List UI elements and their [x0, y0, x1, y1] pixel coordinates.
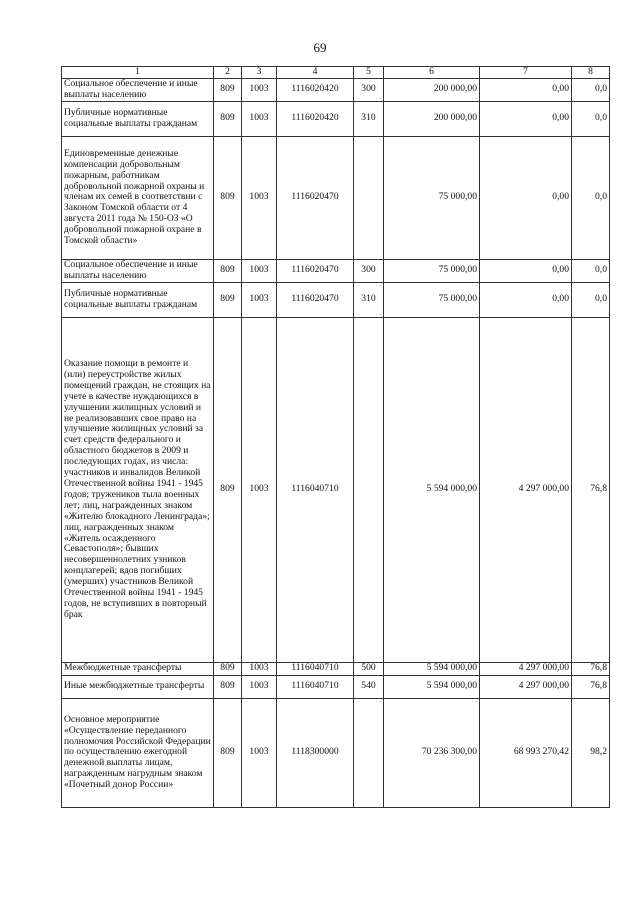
cell-col7: 0,00: [480, 101, 572, 136]
cell-col7: 4 297 000,00: [480, 317, 572, 662]
cell-col6: 5 594 000,00: [384, 317, 480, 662]
cell-col8: 76,8: [572, 317, 610, 662]
cell-col5: [354, 317, 384, 662]
cell-col5: 300: [354, 78, 384, 101]
cell-col3: 1003: [242, 136, 277, 259]
cell-col6: 200 000,00: [384, 101, 480, 136]
cell-col3: 1003: [242, 101, 277, 136]
cell-col8: 98,2: [572, 698, 610, 807]
cell-col8: 76,8: [572, 662, 610, 675]
cell-col7: 4 297 000,00: [480, 675, 572, 698]
cell-col2: 809: [214, 78, 242, 101]
table-row: [62, 78, 610, 101]
cell-col3: 1003: [242, 259, 277, 282]
table-body: [62, 78, 610, 807]
row-name: Публичные нормативные социальные выплаты гражданам: [62, 282, 214, 317]
header-cell-2: 2: [214, 67, 242, 79]
row-name: Публичные нормативные социальные выплаты гражданам: [62, 101, 214, 136]
row-name: Единовременные денежные компенсации добровольным пожарным, работникам добровольной пожарной охраны и членам их семей в соответствии с Законом Томской области от 4 августа 2011 года № 150-ОЗ «О добровольной пожарной охране в Томской области»: [62, 136, 214, 259]
cell-col4: 1116020420: [277, 78, 354, 101]
cell-col8: 0,0: [572, 282, 610, 317]
cell-col8: 0,0: [572, 259, 610, 282]
cell-col7: 0,00: [480, 136, 572, 259]
row-name: Оказание помощи в ремонте и (или) переустройстве жилых помещений граждан, не стоящих на учете в качестве нуждающихся в улучшении жилищных условий и не реализовавших свое право на улучшение жилищных условий за счет средств федерального и областного бюджетов в 2009 и последующих годах, из числа: участников и инвалидов Великой Отечественной войны 1941 - 1945 годов; тружеников тыла военных лет; лиц, награжденных знаком «Жителю блокадного Ленинграда»; лиц, награжденных знаком «Житель осажденного Севастополя»; бывших несовершеннолетних узников концлагерей; вдов погибших (умерших) участников Великой Отечественной войны 1941 - 1945 годов, не вступивших в повторный брак: [62, 317, 214, 662]
cell-col7: 4 297 000,00: [480, 662, 572, 675]
cell-col2: 809: [214, 136, 242, 259]
cell-col5: [354, 136, 384, 259]
row-name: Иные межбюджетные трансферты: [62, 675, 214, 698]
cell-col2: 809: [214, 317, 242, 662]
cell-col4: 1116020420: [277, 101, 354, 136]
cell-col2: 809: [214, 259, 242, 282]
budget-table: [61, 66, 610, 808]
cell-col3: 1003: [242, 78, 277, 101]
header-cell-7: 7: [480, 67, 572, 79]
row-name: Социальное обеспечение и иные выплаты населению: [62, 78, 214, 101]
cell-col5: 540: [354, 675, 384, 698]
cell-col5: 310: [354, 101, 384, 136]
cell-col4: 1116020470: [277, 259, 354, 282]
header-cell-4: 4: [277, 67, 354, 79]
cell-col4: 1118300000: [277, 698, 354, 807]
header-cell-6: 6: [384, 67, 480, 79]
cell-col3: 1003: [242, 698, 277, 807]
row-name: Межбюджетные трансферты: [62, 662, 214, 675]
cell-col2: 809: [214, 282, 242, 317]
cell-col4: 1116040710: [277, 675, 354, 698]
cell-col2: 809: [214, 101, 242, 136]
cell-col3: 1003: [242, 675, 277, 698]
cell-col8: 0,0: [572, 101, 610, 136]
cell-col5: 300: [354, 259, 384, 282]
header-cell-5: 5: [354, 67, 384, 79]
cell-col7: 0,00: [480, 259, 572, 282]
cell-col5: [354, 698, 384, 807]
cell-col5: 500: [354, 662, 384, 675]
header-cell-8: 8: [572, 67, 610, 79]
cell-col2: 809: [214, 698, 242, 807]
cell-col7: 0,00: [480, 78, 572, 101]
cell-col7: 0,00: [480, 282, 572, 317]
cell-col4: 1116020470: [277, 282, 354, 317]
header-cell-3: 3: [242, 67, 277, 79]
table-row: [62, 259, 610, 282]
cell-col2: 809: [214, 662, 242, 675]
row-name: Социальное обеспечение и иные выплаты населению: [62, 259, 214, 282]
cell-col6: 5 594 000,00: [384, 662, 480, 675]
cell-col8: 0,0: [572, 78, 610, 101]
cell-col5: 310: [354, 282, 384, 317]
cell-col2: 809: [214, 675, 242, 698]
cell-col3: 1003: [242, 662, 277, 675]
page-number: 69: [313, 40, 327, 55]
cell-col3: 1003: [242, 317, 277, 662]
table-row: [62, 282, 610, 317]
cell-col8: 0,0: [572, 136, 610, 259]
cell-col6: 75 000,00: [384, 259, 480, 282]
table-row: [62, 698, 610, 807]
cell-col6: 70 236 300,00: [384, 698, 480, 807]
row-name: Основное мероприятие «Осуществление переданного полномочия Российской Федерации по осуществлению ежегодной денежной выплаты лицам, награжденным нагрудным знаком «Почетный донор России»: [62, 698, 214, 807]
cell-col6: 75 000,00: [384, 282, 480, 317]
header-row: [62, 67, 610, 79]
table-row: [62, 675, 610, 698]
cell-col4: 1116020470: [277, 136, 354, 259]
table-row: [62, 101, 610, 136]
cell-col6: 5 594 000,00: [384, 675, 480, 698]
table-row: [62, 317, 610, 662]
cell-col4: 1116040710: [277, 317, 354, 662]
cell-col3: 1003: [242, 282, 277, 317]
table-row: [62, 136, 610, 259]
cell-col8: 76,8: [572, 675, 610, 698]
header-cell-1: 1: [62, 67, 214, 79]
table-header: [62, 67, 610, 79]
cell-col6: 75 000,00: [384, 136, 480, 259]
cell-col4: 1116040710: [277, 662, 354, 675]
cell-col6: 200 000,00: [384, 78, 480, 101]
cell-col7: 68 993 270,42: [480, 698, 572, 807]
table-row: [62, 662, 610, 675]
